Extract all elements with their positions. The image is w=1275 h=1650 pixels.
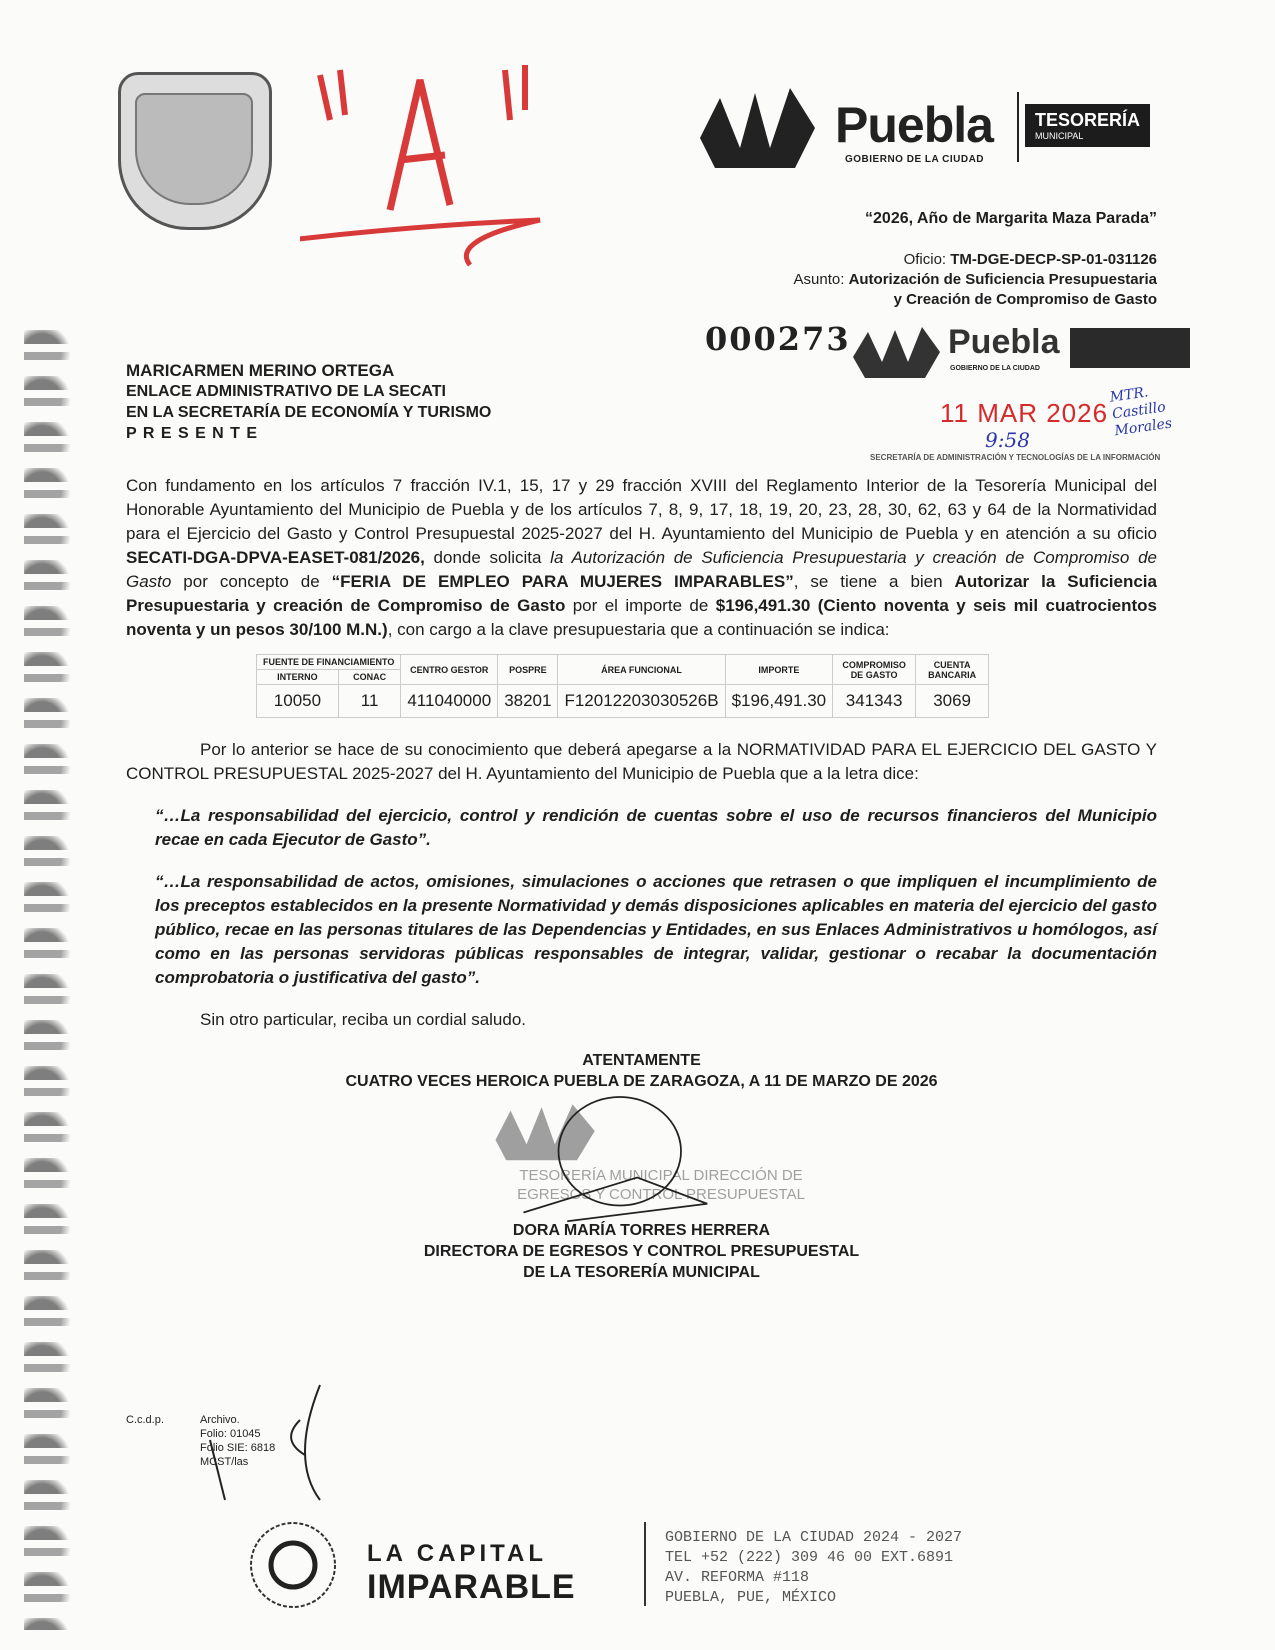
handwritten-note: MTR. Castillo Morales — [1108, 384, 1173, 440]
logo-puebla: Puebla — [835, 97, 993, 153]
body-paragraph-1 — [126, 474, 1157, 642]
received-date-stamp: 11 MAR 2026 — [940, 398, 1109, 428]
cell-pospre: 38201 — [498, 685, 558, 718]
header-fuente: FUENTE DE FINANCIAMIENTO — [257, 655, 401, 670]
ccdp-line: Folio SIE: 6818 — [200, 1442, 276, 1454]
footer-line: AV. REFORMA #118 — [665, 1569, 810, 1586]
slogan-line2: IMPARABLE — [367, 1568, 576, 1606]
header-importe: IMPORTE — [725, 655, 833, 685]
p1-text: donde solicita — [424, 548, 551, 567]
addressee-line2: ENLACE ADMINISTRATIVO DE LA SECATI — [126, 383, 446, 400]
p1-text: por el importe de — [565, 596, 716, 615]
handwritten-a-mark — [300, 40, 560, 270]
footer-contact — [665, 1528, 962, 1608]
p1-italic: la Autorización de Suficiencia Presupuestaria y creación de Compromiso de Gasto — [126, 548, 1157, 591]
ccdp-line: MCST/las — [200, 1456, 249, 1468]
la-capital-imparable-logo — [367, 1540, 576, 1606]
header-pospre: POSPRE — [498, 655, 558, 685]
city-emblem-icon — [850, 322, 945, 380]
p1-text: , se tiene a bien — [793, 572, 955, 591]
atentamente: ATENTAMENTE — [582, 1052, 701, 1069]
header-conac: CONAC — [338, 670, 400, 685]
footer-line: GOBIERNO DE LA CIUDAD 2024 - 2027 — [665, 1529, 963, 1546]
oficio-number: TM-DGE-DECP-SP-01-031126 — [950, 251, 1157, 268]
city-emblem-icon — [695, 78, 835, 173]
received-stamp-logo — [850, 322, 1190, 380]
stamp-logo-name: Puebla — [948, 323, 1060, 361]
signer-title-1: DIRECTORA DE EGRESOS Y CONTROL PRESUPUESTAL — [423, 1243, 860, 1260]
logo-subtitle: GOBIERNO DE LA CIUDAD — [845, 154, 985, 165]
body-paragraph-2: Por lo anterior se hace de su conocimiento que deberá apegarse a la NORMATIVIDAD PARA EL EJERCICIO DEL GASTO Y CONTROL PRESUPUESTAL 2025-2027 del H. Ayuntamiento del Municipio de Puebla que a la letra dice: — [126, 740, 1157, 783]
signer-name: DORA MARÍA TORRES HERRERA — [512, 1222, 771, 1239]
cell-centro-gestor: 411040000 — [401, 685, 498, 718]
cell-area-funcional: F12012203030526B — [558, 685, 725, 718]
closing-line: Sin otro particular, reciba un cordial saludo. — [200, 1010, 527, 1029]
footer-line: PUEBLA, PUE, MÉXICO — [665, 1589, 837, 1606]
ccdp-line: Archivo. — [200, 1414, 240, 1426]
municipal-seal — [118, 72, 272, 230]
p1-authorization: Autorizar la Suficiencia Presupuestaria y creación de Compromiso de Gasto — [126, 572, 1157, 615]
signature-area — [126, 1100, 1157, 1220]
puebla-tesoreria-logo — [695, 78, 1155, 178]
oficio-label: Oficio: — [903, 251, 947, 268]
ccdp-line: Folio: 01045 — [200, 1428, 261, 1440]
header-area-funcional: ÁREA FUNCIONAL — [558, 655, 725, 685]
addressee-name: MARICARMEN MERINO ORTEGA — [126, 361, 395, 380]
tesoreria-box — [1025, 104, 1150, 147]
header-interno: INTERNO — [257, 670, 339, 685]
quote-1: “…La responsabilidad del ejercicio, control y rendición de cuentas sobre el uso de recursos financieros del Municipio recae en cada Ejecutor de Gasto”. — [155, 806, 1157, 849]
p1-concept: “FERIA DE EMPLEO PARA MUJERES IMPARABLES” — [331, 572, 794, 591]
p1-text: Con fundamento en los artículos 7 fracción IV.1, 15, 17 y 29 fracción XVIII del Reglamento Interior de la Tesorería Municipal del Honorable Ayuntamiento del Municipio de Puebla y de los artículos 7, 8, 9, 17, 18, 19, 20, 23, 28, 30, 62, 63 y 64 de la Normatividad para el Ejercicio del Gasto y Control Presupuestal 2025-2027 del H. Ayuntamiento del Municipio de Puebla y en atención a su oficio — [126, 476, 1157, 543]
tesoreria-title: TESORERÍA — [1035, 110, 1141, 130]
equality-certification-seal-icon — [248, 1520, 338, 1610]
stamp-department: SECRETARÍA DE ADMINISTRACIÓN Y TECNOLOGÍAS DE LA INFORMACIÓN — [870, 453, 1161, 462]
cell-conac: 11 — [338, 685, 400, 718]
footer-divider — [644, 1522, 646, 1606]
cell-interno: 10050 — [257, 685, 339, 718]
place-date: CUATRO VECES HEROICA PUEBLA DE ZARAGOZA, A 11 DE MARZO DE 2026 — [345, 1073, 938, 1090]
initials-scribble — [180, 1380, 340, 1520]
budget-table — [256, 654, 989, 718]
asunto-line2: y Creación de Compromiso de Gasto — [893, 291, 1157, 308]
header-compromiso: COMPROMISO DE GASTO — [833, 655, 916, 685]
header-cuenta: CUENTA BANCARIA — [916, 655, 989, 685]
addressee-block — [126, 360, 491, 444]
p1-text: por concepto de — [171, 572, 332, 591]
p1-text: , con cargo a la clave presupuestaria que a continuación se indica: — [387, 620, 890, 639]
signer-title-2: DE LA TESORERÍA MUNICIPAL — [523, 1264, 760, 1281]
year-motto: “2026, Año de Margarita Maza Parada” — [865, 210, 1157, 227]
cell-importe: $196,491.30 — [725, 685, 833, 718]
decorative-border — [24, 330, 84, 1630]
signature-scribble — [496, 1090, 796, 1230]
cell-cuenta: 3069 — [916, 685, 989, 718]
addressee-line3: EN LA SECRETARÍA DE ECONOMÍA Y TURISMO — [126, 404, 492, 421]
asunto-line1: Autorización de Suficiencia Presupuestaria — [848, 271, 1157, 288]
oficio-block — [794, 250, 1157, 310]
received-stamp-number: 000273 — [705, 320, 851, 358]
slogan-line1: LA CAPITAL — [367, 1540, 547, 1567]
seal-inner — [135, 93, 253, 205]
p1-oficio-ref: SECATI-DGA-DPVA-EASET-081/2026, — [126, 548, 425, 567]
header-centro-gestor: CENTRO GESTOR — [401, 655, 498, 685]
stamp-logo-subtitle: GOBIERNO DE LA CIUDAD — [950, 365, 1040, 372]
cell-compromiso: 341343 — [833, 685, 916, 718]
ccdp-label: C.c.d.p. — [126, 1414, 164, 1426]
addressee-presente: P R E S E N T E — [126, 425, 259, 442]
quote-2: “…La responsabilidad de actos, omisiones, simulaciones o acciones que retrasen o que impliquen el incumplimiento de los preceptos establecidos en la presente Normatividad y demás disposiciones aplicables en materia del ejercicio del gasto público, recae en las personas titulares de las Dependencias y Entidades, en sus Enlaces Administrativos u homólogos, así como en las personas servidoras públicas responsables de integrar, validar, gestionar o recabar la documentación comprobatoria o justificativa del gasto”. — [155, 872, 1157, 987]
letter-body — [126, 474, 1157, 1283]
handwritten-time: 9:58 — [985, 428, 1030, 452]
seal-text: TESORERÍA MUNICIPAL DIRECCIÓN DE EGRESOS Y CONTROL PRESUPUESTAL — [517, 1167, 805, 1203]
asunto-label: Asunto: — [793, 271, 845, 288]
table-row — [257, 685, 989, 718]
tesoreria-subtitle: MUNICIPAL — [1035, 131, 1084, 141]
p1-amount: $196,491.30 (Ciento noventa y seis mil cuatrocientos noventa y un pesos 30/100 M.N.) — [126, 596, 1157, 639]
footer-line: TEL +52 (222) 309 46 00 EXT.6891 — [665, 1549, 954, 1566]
